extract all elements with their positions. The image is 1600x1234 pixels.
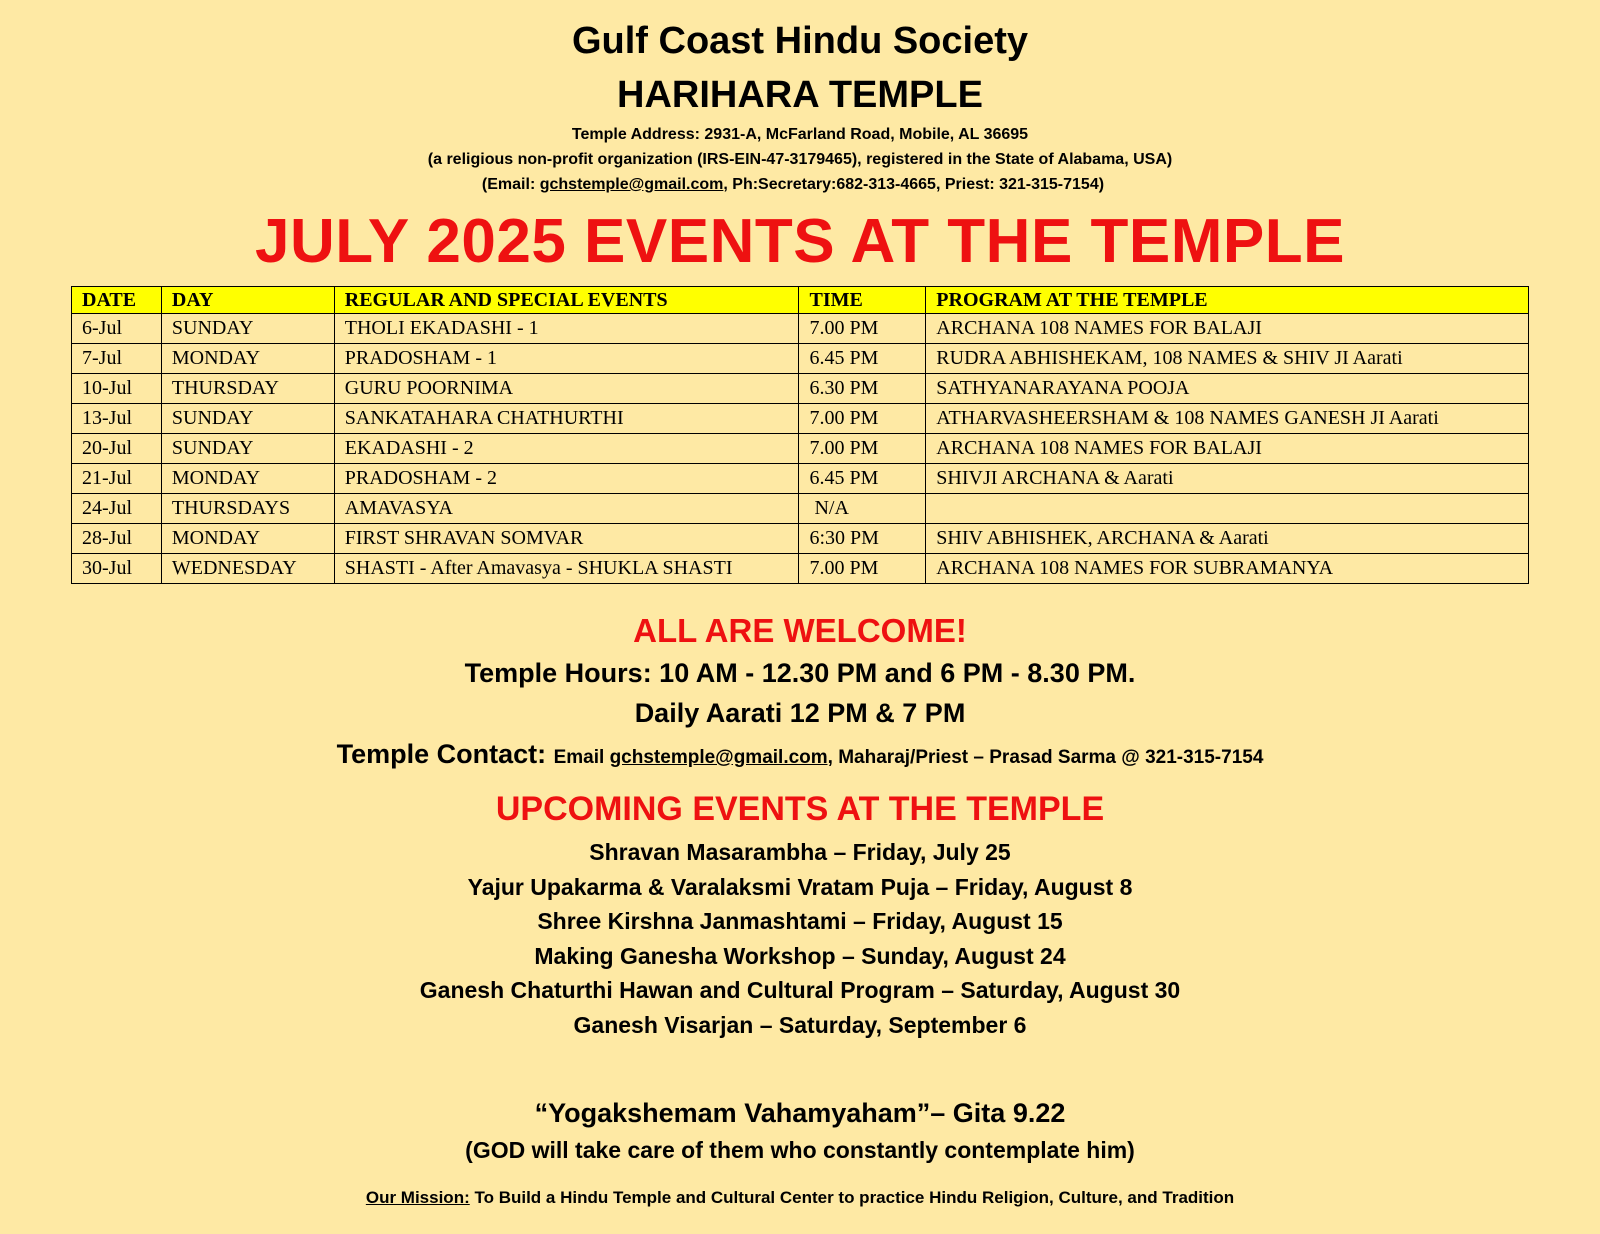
cell-program: ARCHANA 108 NAMES FOR SUBRAMANYA bbox=[926, 554, 1529, 584]
registration-info: (a religious non-profit organization (IRS-EIN-47-3179465), registered in the State of Alabama, USA) bbox=[427, 151, 1173, 168]
upcoming-events-list bbox=[0, 835, 1600, 1042]
header-email-link[interactable]: gchstemple@gmail.com bbox=[539, 176, 724, 193]
cell-time: 7.00 PM bbox=[799, 314, 926, 344]
header-contact-suffix: , Ph:Secretary:682-313-4665, Priest: 321-315-7154) bbox=[723, 176, 1105, 193]
cell-time: 6:30 PM bbox=[799, 524, 926, 554]
cell-date: 10-Jul bbox=[72, 374, 162, 404]
daily-aarati: Daily Aarati 12 PM & 7 PM bbox=[634, 698, 966, 728]
cell-event: PRADOSHAM - 2 bbox=[334, 464, 799, 494]
cell-event: FIRST SHRAVAN SOMVAR bbox=[334, 524, 799, 554]
upcoming-events-heading: UPCOMING EVENTS AT THE TEMPLE bbox=[495, 790, 1105, 828]
org-name: Gulf Coast Hindu Society bbox=[571, 20, 1029, 62]
cell-time: 7.00 PM bbox=[799, 434, 926, 464]
table-row bbox=[72, 314, 1529, 344]
table-row bbox=[72, 494, 1529, 524]
cell-event: EKADASHI - 2 bbox=[334, 434, 799, 464]
column-header-time: TIME bbox=[799, 287, 926, 314]
temple-contact-email-prefix: Email bbox=[553, 747, 610, 768]
cell-day: THURSDAYS bbox=[161, 494, 334, 524]
page-title: JULY 2025 EVENTS AT THE TEMPLE bbox=[255, 207, 1345, 276]
list-item: Shree Kirshna Janmashtami – Friday, August 15 bbox=[537, 908, 1063, 934]
table-header-row bbox=[72, 287, 1529, 314]
cell-event: SHASTI - After Amavasya - SHUKLA SHASTI bbox=[334, 554, 799, 584]
temple-address: Temple Address: 2931-A, McFarland Road, Mobile, AL 36695 bbox=[571, 126, 1029, 143]
list-item: Making Ganesha Workshop – Sunday, August 24 bbox=[534, 942, 1066, 969]
header-contact bbox=[0, 176, 1600, 194]
list-item: Ganesh Chaturthi Hawan and Cultural Program – Saturday, August 30 bbox=[419, 977, 1181, 1003]
temple-contact-priest: Maharaj/Priest – Prasad Sarma @ 321-315-7154 bbox=[832, 747, 1264, 768]
list-item: Shravan Masarambha – Friday, July 25 bbox=[589, 839, 1011, 865]
temple-name: HARIHARA TEMPLE bbox=[617, 74, 983, 116]
cell-date: 28-Jul bbox=[72, 524, 162, 554]
cell-day: SUNDAY bbox=[161, 434, 334, 464]
table-row bbox=[72, 464, 1529, 494]
cell-time: 6.30 PM bbox=[799, 374, 926, 404]
cell-date: 7-Jul bbox=[72, 344, 162, 374]
cell-day: WEDNESDAY bbox=[161, 554, 334, 584]
events-table bbox=[71, 286, 1529, 584]
cell-day: SUNDAY bbox=[161, 314, 334, 344]
table-row bbox=[72, 344, 1529, 374]
list-item: Ganesh Visarjan – Saturday, September 6 bbox=[573, 1011, 1027, 1038]
cell-date: 30-Jul bbox=[72, 554, 162, 584]
table-row bbox=[72, 524, 1529, 554]
gita-quote-translation: (GOD will take care of them who constantly contemplate him) bbox=[465, 1137, 1135, 1163]
welcome-heading: ALL ARE WELCOME! bbox=[633, 612, 967, 649]
cell-time: 6.45 PM bbox=[799, 464, 926, 494]
cell-event: AMAVASYA bbox=[334, 494, 799, 524]
cell-event: GURU POORNIMA bbox=[334, 374, 799, 404]
cell-program bbox=[926, 494, 1529, 524]
cell-event: SANKATAHARA CHATHURTHI bbox=[334, 404, 799, 434]
column-header-events: REGULAR AND SPECIAL EVENTS bbox=[334, 287, 799, 314]
cell-day: MONDAY bbox=[161, 344, 334, 374]
cell-program: ATHARVASHEERSHAM & 108 NAMES GANESH JI Aarati bbox=[926, 404, 1529, 434]
temple-contact bbox=[0, 739, 1600, 770]
cell-date: 6-Jul bbox=[72, 314, 162, 344]
cell-event: PRADOSHAM - 1 bbox=[334, 344, 799, 374]
mission-text: To Build a Hindu Temple and Cultural Center to practice Hindu Religion, Culture, and Tradition bbox=[469, 1188, 1235, 1207]
table-row bbox=[72, 404, 1529, 434]
table-row bbox=[72, 434, 1529, 464]
cell-program: SHIV ABHISHEK, ARCHANA & Aarati bbox=[926, 524, 1529, 554]
cell-date: 13-Jul bbox=[72, 404, 162, 434]
mission-statement bbox=[0, 1188, 1600, 1208]
cell-date: 21-Jul bbox=[72, 464, 162, 494]
cell-time: 7.00 PM bbox=[799, 404, 926, 434]
list-item: Yajur Upakarma & Varalaksmi Vratam Puja – Friday, August 8 bbox=[467, 873, 1133, 900]
cell-program: ARCHANA 108 NAMES FOR BALAJI bbox=[926, 314, 1529, 344]
cell-program: SATHYANARAYANA POOJA bbox=[926, 374, 1529, 404]
table-row bbox=[72, 374, 1529, 404]
cell-time: 7.00 PM bbox=[799, 554, 926, 584]
cell-event: THOLI EKADASHI - 1 bbox=[334, 314, 799, 344]
column-header-date: DATE bbox=[72, 287, 162, 314]
cell-day: MONDAY bbox=[161, 524, 334, 554]
cell-program: RUDRA ABHISHEKAM, 108 NAMES & SHIV JI Aarati bbox=[926, 344, 1529, 374]
cell-date: 20-Jul bbox=[72, 434, 162, 464]
mission-label: Our Mission: bbox=[365, 1188, 470, 1207]
temple-hours: Temple Hours: 10 AM - 12.30 PM and 6 PM - 8.30 PM. bbox=[464, 658, 1136, 688]
cell-day: MONDAY bbox=[161, 464, 334, 494]
cell-day: THURSDAY bbox=[161, 374, 334, 404]
table-row bbox=[72, 554, 1529, 584]
cell-date: 24-Jul bbox=[72, 494, 162, 524]
cell-program: ARCHANA 108 NAMES FOR BALAJI bbox=[926, 434, 1529, 464]
temple-contact-email-link[interactable]: gchstemple@gmail.com, bbox=[609, 747, 833, 768]
column-header-program: PROGRAM AT THE TEMPLE bbox=[926, 287, 1529, 314]
column-header-day: DAY bbox=[161, 287, 334, 314]
header-contact-prefix: (Email: bbox=[481, 176, 540, 193]
cell-day: SUNDAY bbox=[161, 404, 334, 434]
cell-program: SHIVJI ARCHANA & Aarati bbox=[926, 464, 1529, 494]
temple-contact-label: Temple Contact: bbox=[336, 739, 554, 769]
gita-quote: “Yogakshemam Vahamyaham”– Gita 9.22 bbox=[534, 1098, 1066, 1128]
cell-time: 6.45 PM bbox=[799, 344, 926, 374]
cell-time: N/A bbox=[799, 494, 926, 524]
